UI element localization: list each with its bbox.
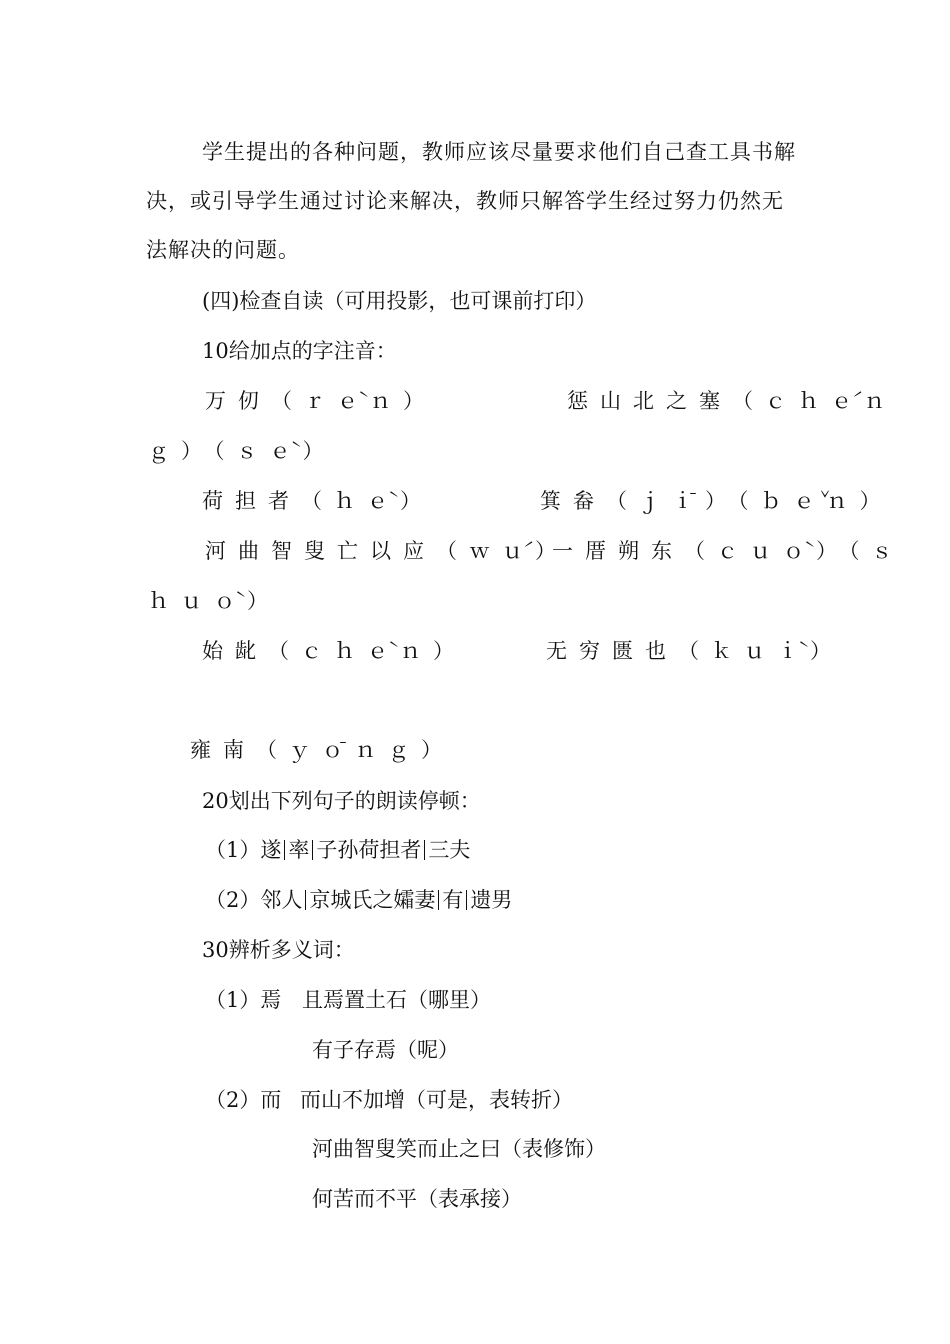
pause-mark <box>284 840 285 860</box>
q2-sentence-2 <box>205 885 512 915</box>
q1-item-yongnan: 雍南（ｙｏ̄ｎｇ） <box>190 738 454 762</box>
q1-item-kuiye: 无穷匮也（ｋｕｉ̀） <box>546 639 843 663</box>
sentence-number: （1） <box>205 838 261 862</box>
phrase: 有 <box>442 888 464 912</box>
phrase: 京城氏之孀妻 <box>309 888 436 912</box>
phrase: 遗男 <box>470 888 513 912</box>
q3-word-2-example-1: 而山不加增（可是，表转折） <box>300 1088 573 1112</box>
section-heading: (四)检查自读（可用投影，也可课前打印） <box>202 289 597 313</box>
phrase: 三夫 <box>428 838 471 862</box>
q2-heading: 20划出下列句子的朗读停顿： <box>202 789 481 813</box>
q3-word-2-example-2: 河曲智叟笑而止之曰（表修饰） <box>312 1137 606 1161</box>
q3-word-2-label: （2）而 <box>205 1088 282 1112</box>
pause-mark <box>312 840 313 860</box>
q1-item-wuyiying: 河曲智叟亡以应（ｗｕ́） <box>205 539 568 563</box>
q1-item-cuo-wrap: ｈｕｏ̀） <box>148 589 280 613</box>
intro-line-3: 法解决的问题。 <box>146 238 300 262</box>
intro-line-2: 决，或引导学生通过讨论来解决，教师只解答学生经过努力仍然无 <box>146 189 784 213</box>
phrase: 邻人 <box>260 888 303 912</box>
q3-word-1-label: （1）焉 <box>205 988 282 1012</box>
pause-mark <box>438 890 439 910</box>
q2-sentence-1 <box>205 835 470 865</box>
q1-item-cuo: 一厝朔东（ｃｕｏ̀）（ｓ <box>552 539 905 563</box>
q1-item-cheng: 惩山北之塞（ｃｈｅ́ｎ <box>567 389 897 413</box>
q1-item-wanren: 万仞（ｒｅ̀ｎ） <box>205 389 436 413</box>
q1-item-jiben: 箕畚（ｊｉ̄）（ｂｅ̌ｎ） <box>540 489 893 513</box>
q1-item-shichen: 始龀（ｃｈｅ̀ｎ） <box>202 639 466 663</box>
pause-mark <box>424 840 425 860</box>
q1-item-hedanzhe: 荷担者（ｈｅ̀） <box>202 489 433 513</box>
q3-word-2-example-3: 何苦而不平（表承接） <box>312 1187 522 1211</box>
q3-heading: 30辨析多义词： <box>202 938 355 962</box>
phrase: 遂 <box>260 838 282 862</box>
pause-mark <box>305 890 306 910</box>
q3-word-1-example-2: 有子存焉（呢） <box>312 1038 459 1062</box>
phrase: 子孙荷担者 <box>316 838 422 862</box>
q1-heading: 10给加点的字注音： <box>202 339 397 363</box>
intro-line-1: 学生提出的各种问题，教师应该尽量要求他们自己查工具书解 <box>202 140 796 164</box>
phrase: 率 <box>288 838 310 862</box>
pause-mark <box>466 890 467 910</box>
sentence-number: （2） <box>205 888 261 912</box>
q3-word-1-example-1: 且焉置土石（哪里） <box>302 988 491 1012</box>
q1-item-cheng-wrap: ｇ）（ｓｅ̀） <box>148 439 336 463</box>
